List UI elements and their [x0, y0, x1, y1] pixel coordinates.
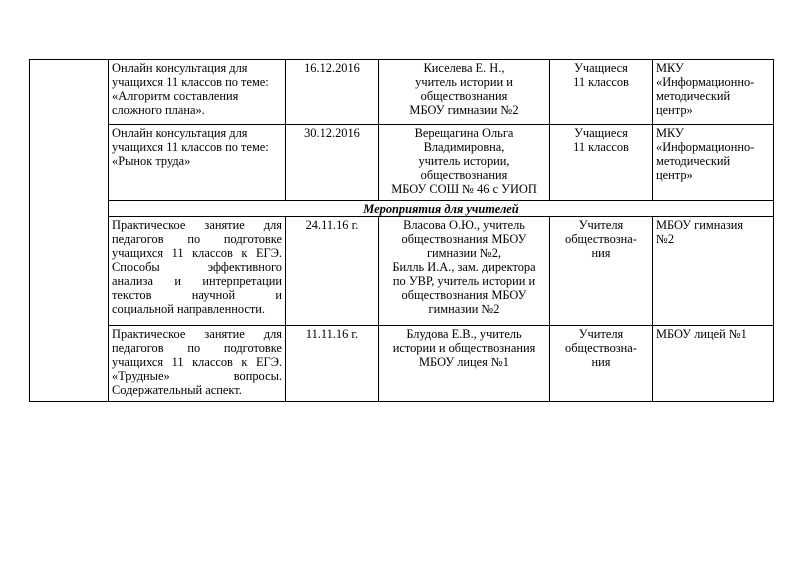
- table-row: [30, 326, 774, 402]
- table-row: [30, 125, 774, 201]
- audience-cell: [550, 326, 653, 402]
- audience-text: Учителя: [578, 218, 624, 232]
- event-cell: [109, 217, 286, 326]
- event-text: педагогов по подготовке: [112, 232, 282, 246]
- event-text: учащихся 11 классов по теме:: [112, 140, 269, 154]
- place-cell: [653, 125, 774, 201]
- event-text: учащихся 11 классов по теме:: [112, 75, 269, 89]
- event-text: учащихся 11 классов к ЕГЭ.: [112, 355, 282, 369]
- date-cell: 24.11.16 г.: [286, 217, 379, 326]
- event-text: педагогов по подготовке: [112, 341, 282, 355]
- responsible-text: МБОУ СОШ № 46 с УИОП: [391, 182, 537, 196]
- date-cell: 11.11.16 г.: [286, 326, 379, 402]
- responsible-text: Киселева Е. Н.,: [423, 61, 505, 75]
- place-cell: [653, 217, 774, 326]
- audience-cell: [550, 125, 653, 201]
- event-text: анализа и интерпретации: [112, 274, 282, 288]
- place-text: «Информационно-: [656, 75, 755, 89]
- event-text: «Алгоритм составления: [112, 89, 239, 103]
- responsible-text: обществознания МБОУ: [401, 288, 527, 302]
- event-text: Онлайн консультация для: [112, 126, 248, 140]
- place-cell: [653, 60, 774, 125]
- audience-text: ния: [591, 246, 611, 260]
- place-text: методический: [656, 154, 731, 168]
- audience-text: обществозна-: [565, 341, 637, 355]
- event-text: текстов научной и: [112, 288, 282, 302]
- event-text: Содержательный аспект.: [112, 383, 242, 397]
- responsible-cell: [379, 60, 550, 125]
- responsible-cell: [379, 217, 550, 326]
- audience-text: 11 классов: [573, 75, 629, 89]
- responsible-text: истории и обществознания: [392, 341, 536, 355]
- responsible-text: гимназии №2: [428, 302, 500, 316]
- place-text: методический: [656, 89, 731, 103]
- event-cell: [109, 326, 286, 402]
- responsible-text: обществознания: [420, 89, 508, 103]
- place-text: «Информационно-: [656, 140, 755, 154]
- event-text: Онлайн консультация для: [112, 61, 248, 75]
- date-cell: 30.12.2016: [286, 125, 379, 201]
- responsible-text: гимназии №2,: [426, 246, 502, 260]
- audience-cell: [550, 60, 653, 125]
- responsible-text: по УВР, учитель истории и: [392, 274, 536, 288]
- responsible-text: обществознания МБОУ: [401, 232, 527, 246]
- event-text: учащихся 11 классов к ЕГЭ.: [112, 246, 282, 260]
- audience-text: обществозна-: [565, 232, 637, 246]
- section-title: Мероприятия для учителей: [109, 201, 774, 217]
- responsible-cell: [379, 326, 550, 402]
- event-text: социальной направленности.: [112, 302, 266, 316]
- audience-text: Учащиеся: [574, 126, 628, 140]
- audience-text: Учителя: [578, 327, 624, 341]
- section-row: [30, 201, 774, 217]
- event-text: «Трудные» вопросы.: [112, 369, 282, 383]
- responsible-text: учитель истории и: [415, 75, 513, 89]
- responsible-text: Блудова Е.В., учитель: [406, 327, 522, 341]
- event-text: сложного плана».: [112, 103, 205, 117]
- place-text: МКУ: [656, 126, 684, 140]
- responsible-text: Верещагина Ольга: [414, 126, 514, 140]
- table-row: [30, 217, 774, 326]
- responsible-text: обществознания: [420, 168, 508, 182]
- audience-text: 11 классов: [573, 140, 629, 154]
- responsible-text: Власова О.Ю., учитель: [403, 218, 525, 232]
- responsible-text: Билль И.А., зам. директора: [392, 260, 536, 274]
- date-cell: 16.12.2016: [286, 60, 379, 125]
- events-table: [29, 59, 774, 402]
- place-text: МКУ: [656, 61, 684, 75]
- responsible-text: Владимировна,: [423, 140, 505, 154]
- responsible-text: МБОУ лицея №1: [419, 355, 509, 369]
- responsible-text: МБОУ гимназии №2: [409, 103, 519, 117]
- table-row: [30, 60, 774, 125]
- first-column-cell: [30, 60, 109, 402]
- event-cell: [109, 60, 286, 125]
- event-text: Практическое занятие для: [112, 218, 282, 232]
- responsible-text: учитель истории,: [418, 154, 510, 168]
- place-text: центр»: [656, 168, 693, 182]
- audience-cell: [550, 217, 653, 326]
- place-cell: [653, 326, 774, 402]
- place-text: МБОУ гимназия: [656, 218, 744, 232]
- event-text: Практическое занятие для: [112, 327, 282, 341]
- event-cell: [109, 125, 286, 201]
- event-text: «Рынок труда»: [112, 154, 191, 168]
- audience-text: ния: [591, 355, 611, 369]
- audience-text: Учащиеся: [574, 61, 628, 75]
- place-text: №2: [656, 232, 675, 246]
- responsible-cell: [379, 125, 550, 201]
- event-text: Способы эффективного: [112, 260, 282, 274]
- place-text: МБОУ лицей №1: [656, 327, 747, 341]
- place-text: центр»: [656, 103, 693, 117]
